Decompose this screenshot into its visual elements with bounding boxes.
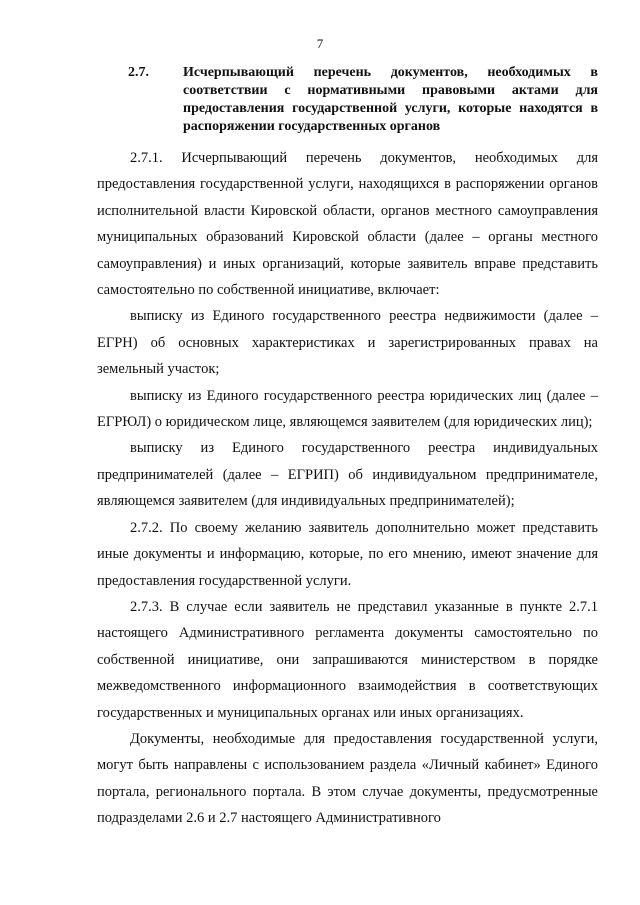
list-item-egrip: выписку из Единого государственного реестра индивидуальных предпринимателей (далее – ЕГРИП) об индивидуальном предпринимателе, являющемся заявителем (для индивидуальных предпринимателей); <box>97 440 598 510</box>
page-number: 7 <box>316 36 324 51</box>
document-body <box>97 145 598 832</box>
paragraph-documents: Документы, необходимые для предоставления государственной услуги, могут быть направлены с использованием раздела «Личный кабинет» Единого портала, регионального портала. В этом случае документы, предусмотренные подразделами 2.6 и 2.7 настоящего Административного <box>97 730 598 827</box>
list-item-egrn: выписку из Единого государственного реестра недвижимости (далее – ЕГРН) об основных характеристиках и зарегистрированных правах на земельный участок; <box>97 308 598 378</box>
list-item-egrul: выписку из Единого государственного реестра юридических лиц (далее – ЕГРЮЛ) о юридическом лице, являющемся заявителем (для юридических лиц); <box>97 387 598 431</box>
section-heading <box>128 64 598 136</box>
paragraph-2-7-2: 2.7.2. По своему желанию заявитель дополнительно может представить иные документы и информацию, которые, по его мнению, имеют значение для предоставления государственной услуги. <box>97 519 598 589</box>
paragraph-2-7-1: 2.7.1. Исчерпывающий перечень документов, необходимых для предоставления государственной услуги, находящихся в распоряжении органов исполнительной власти Кировской области, органов местного самоуправления муниципальных образований Кировской области (далее – органы местного самоуправления) и иных организаций, которые заявитель вправе представить самостоятельно по собственной инициативе, включает: <box>97 150 598 299</box>
paragraph-2-7-3: 2.7.3. В случае если заявитель не представил указанные в пункте 2.7.1 настоящего Административного регламента документы самостоятельно по собственной инициативе, они запрашиваются министерством в порядке межведомственного информационного взаимодействия в соответствующих государственных и муниципальных органах или иных организациях. <box>97 598 598 721</box>
section-title: Исчерпывающий перечень документов, необходимых в соответствии с нормативными правовыми актами для предоставления государственной услуги, которые находятся в распоряжении государственных органов <box>183 65 598 134</box>
section-number: 2.7. <box>128 65 149 80</box>
